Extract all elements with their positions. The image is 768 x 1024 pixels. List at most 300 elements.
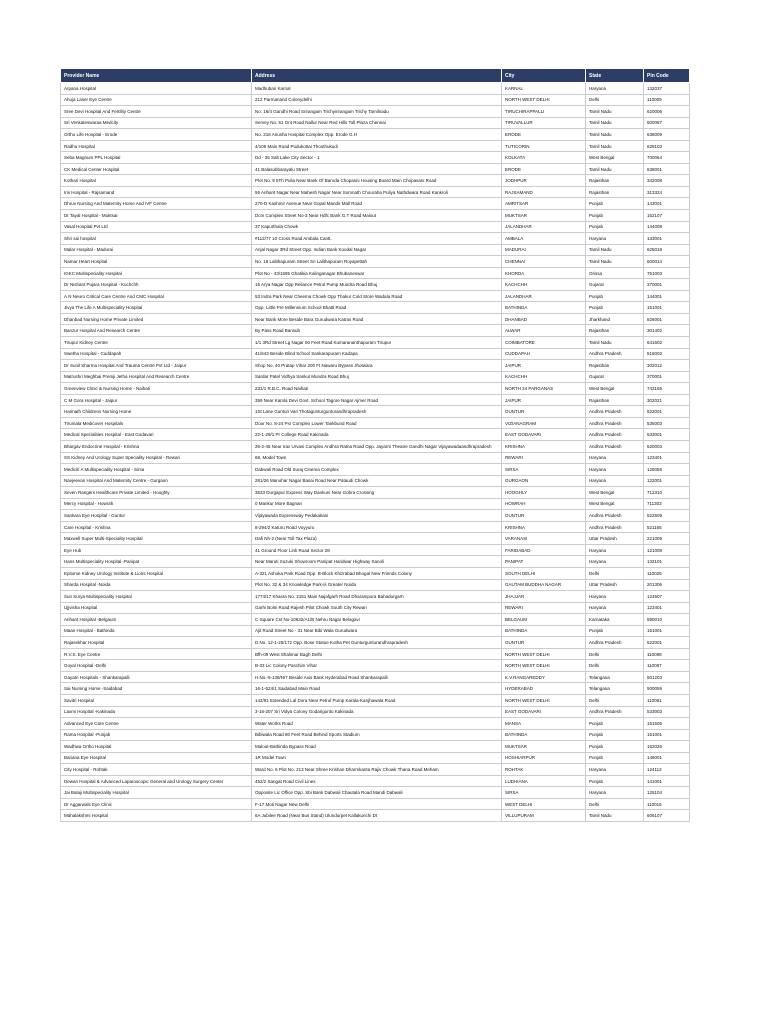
cell-state: Delhi [586, 94, 644, 106]
table-row[interactable] [61, 648, 690, 660]
table-row[interactable] [61, 325, 690, 337]
cell-provider-name: Seven Rangers Healthcare Private Limited - Hooghly [61, 487, 252, 499]
table-row[interactable] [61, 752, 690, 764]
cell-pin-code: 533001 [644, 429, 690, 441]
cell-state: Andhra Pradesh [586, 510, 644, 522]
cell-city: KARNAL [502, 83, 586, 95]
cell-pin-code: 600014 [644, 256, 690, 268]
col-header-address[interactable]: Address [252, 69, 502, 83]
table-row[interactable] [61, 579, 690, 591]
cell-state: Andhra Pradesh [586, 429, 644, 441]
cell-state: Tamil Nadu [586, 106, 644, 118]
cell-state: Punjab [586, 210, 644, 222]
table-row[interactable] [61, 464, 690, 476]
cell-provider-name: Banzur Hospital And Research Centre [61, 325, 252, 337]
table-row[interactable] [61, 383, 690, 395]
cell-pin-code: 143001 [644, 198, 690, 210]
table-row[interactable] [61, 302, 690, 314]
cell-address: Water Works Road [252, 718, 502, 730]
cell-city: VILLUPURAM [502, 810, 586, 822]
cell-state: Tamil Nadu [586, 256, 644, 268]
provider-table [60, 68, 690, 822]
cell-provider-name: Sri Venkateswaraa Medcity [61, 117, 252, 129]
cell-pin-code: 342008 [644, 175, 690, 187]
cell-city: NORTH 24 PARGANAS [502, 383, 586, 395]
cell-pin-code: 110025 [644, 567, 690, 579]
cell-state: Haryana [586, 464, 644, 476]
cell-address: 6A Jubilee Road (Near Bus Stand) Ulundurpet Kallakurichi Dt [252, 810, 502, 822]
cell-state: Jharkhand [586, 313, 644, 325]
cell-state: Delhi [586, 694, 644, 706]
cell-provider-name: Bariana Eye Hospital [61, 752, 252, 764]
cell-city: JAIPUR [502, 394, 586, 406]
cell-state: Delhi [586, 648, 644, 660]
cell-city: JHAJJAR [502, 591, 586, 603]
cell-city: TUTICORIN [502, 140, 586, 152]
cell-address: 3533 Durgapur Express Way Dankuni Near Gobra Crossing [252, 487, 502, 499]
cell-address: 231/1 R.B.C. Road Naihati [252, 383, 502, 395]
table-row[interactable] [61, 556, 690, 568]
cell-address: No. 216 Anusha Hospital Complex Opp. Erode G.H [252, 129, 502, 141]
cell-state: Tamil Nadu [586, 140, 644, 152]
cell-city: TIRUVALLUR [502, 117, 586, 129]
cell-pin-code: 600067 [644, 117, 690, 129]
cell-state: Rajasthan [586, 360, 644, 372]
cell-pin-code: 123401 [644, 452, 690, 464]
cell-pin-code: 151001 [644, 302, 690, 314]
cell-pin-code: 110081 [644, 694, 690, 706]
cell-city: MANSA [502, 718, 586, 730]
cell-provider-name: City Hospital - Rohtak [61, 764, 252, 776]
table-row[interactable] [61, 279, 690, 291]
cell-address: Plot No. 32 & 34 Knowledge Park-Iii Greater Noida [252, 579, 502, 591]
table-row[interactable] [61, 602, 690, 614]
cell-pin-code: 620006 [644, 106, 690, 118]
cell-provider-name: Mahalakshmi Hospital [61, 810, 252, 822]
cell-state: Uttar Pradesh [586, 533, 644, 545]
cell-address: 1/1 3Rd Street Lg Nagar 60 Feet Road Kumarananthapuram Tirupur [252, 337, 502, 349]
cell-pin-code: 313324 [644, 186, 690, 198]
cell-provider-name: Arpana Hospital [61, 83, 252, 95]
cell-pin-code: 700064 [644, 152, 690, 164]
cell-address: Ward No. 6 Plot No. 213 Near Shree Krishan Dharmkanta Rajiv Chowk Thana Road Meham [252, 764, 502, 776]
cell-state: Punjab [586, 718, 644, 730]
cell-address: 142/91 Extended Lal Dora Near Petrol Pump Karala-Kanjhawala Road [252, 694, 502, 706]
table-row[interactable] [61, 671, 690, 683]
cell-address: Sardar Patel Vidhya Sankul Mundra Road Bhuj [252, 371, 502, 383]
cell-city: GUNTUR [502, 510, 586, 522]
cell-pin-code: 301402 [644, 325, 690, 337]
cell-address: 8-294/2 Katuru Road Vuyyuru [252, 521, 502, 533]
cell-pin-code: 133001 [644, 233, 690, 245]
col-header-provider-name[interactable]: Provider Name [61, 69, 252, 83]
cell-provider-name: Sai Nursing Home -Saidabad [61, 683, 252, 695]
table-row[interactable] [61, 787, 690, 799]
table-row[interactable] [61, 394, 690, 406]
table-row[interactable] [61, 625, 690, 637]
table-row[interactable] [61, 175, 690, 187]
cell-pin-code: 151001 [644, 625, 690, 637]
table-row[interactable] [61, 290, 690, 302]
cell-city: CUDDAPAH [502, 348, 586, 360]
cell-state: West Bengal [586, 152, 644, 164]
cell-provider-name: Sun Surya Multispeciality Hospital [61, 591, 252, 603]
cell-pin-code: 522001 [644, 637, 690, 649]
cell-provider-name: Rajasekhar Hospital [61, 637, 252, 649]
cell-address: 1St Lane Gunturi Vari Thotagunturgunturandhrapradesh [252, 406, 502, 418]
cell-pin-code: 302021 [644, 394, 690, 406]
cell-state: Delhi [586, 567, 644, 579]
cell-pin-code: 122001 [644, 475, 690, 487]
cell-provider-name: Dr Sunil Sharma Hospital And Trauma Centre Pvt Ltd - Jaipur [61, 360, 252, 372]
table-row[interactable] [61, 533, 690, 545]
cell-provider-name: Vasal Hospital Pvt Ltd [61, 221, 252, 233]
table-row[interactable] [61, 313, 690, 325]
cell-provider-name: Sree Devi Hospital And Fertility Centre [61, 106, 252, 118]
table-row[interactable] [61, 94, 690, 106]
cell-provider-name: Rama Hospital -Punjab [61, 729, 252, 741]
cell-provider-name: Radhu Hospital [61, 140, 252, 152]
cell-city: GAUTAM BUDDHA NAGAR [502, 579, 586, 591]
table-row[interactable] [61, 591, 690, 603]
cell-city: REWARI [502, 452, 586, 464]
table-row[interactable] [61, 163, 690, 175]
col-header-pin-code[interactable]: Pin Code [644, 69, 690, 83]
cell-provider-name: Dr Nishant Pujara Hospital - Kuchchh [61, 279, 252, 291]
cell-city: KOLKATA [502, 152, 586, 164]
cell-address: 1774/17 Khasra No. 2151 Main Najafgarh Road Dharampura Bahadurgarh [252, 591, 502, 603]
cell-state: Tamil Nadu [586, 810, 644, 822]
table-row[interactable] [61, 140, 690, 152]
cell-provider-name: Dhruv Nursing And Maternity Home And IVF Centre [61, 198, 252, 210]
cell-provider-name: Navjeevan Hospital And Maternity Centre - Gurgaon [61, 475, 252, 487]
table-row[interactable] [61, 429, 690, 441]
cell-pin-code: 712310 [644, 487, 690, 499]
cell-state: Haryana [586, 764, 644, 776]
table-row[interactable] [61, 337, 690, 349]
table-row[interactable] [61, 521, 690, 533]
cell-provider-name: Namar Heart Hospital [61, 256, 252, 268]
table-row[interactable] [61, 244, 690, 256]
cell-provider-name: Shri sai hospital [61, 233, 252, 245]
cell-city: HYDERABAD [502, 683, 586, 695]
cell-city: KHORDA [502, 267, 586, 279]
cell-pin-code: 520003 [644, 440, 690, 452]
table-row[interactable] [61, 198, 690, 210]
cell-provider-name: Mercy Hospital - Howrah [61, 498, 252, 510]
cell-city: HOWRAH [502, 498, 586, 510]
cell-state: Andhra Pradesh [586, 706, 644, 718]
cell-state: Tamil Nadu [586, 337, 644, 349]
cell-city: KACHCHH [502, 371, 586, 383]
cell-state: Andhra Pradesh [586, 348, 644, 360]
cell-provider-name: Maxwell Super Multi-Speciality Hospital [61, 533, 252, 545]
table-row[interactable] [61, 360, 690, 372]
table-row[interactable] [61, 683, 690, 695]
cell-state: Rajasthan [586, 325, 644, 337]
cell-state: Delhi [586, 798, 644, 810]
cell-state: Tamil Nadu [586, 163, 644, 175]
cell-address: Madhuban Karnal [252, 83, 502, 95]
cell-pin-code: 144001 [644, 290, 690, 302]
cell-pin-code: 132101 [644, 556, 690, 568]
cell-city: JAIPUR [502, 360, 586, 372]
cell-state: West Bengal [586, 383, 644, 395]
cell-city: TIRUCHIRAPPALLI [502, 106, 586, 118]
cell-pin-code: 144008 [644, 221, 690, 233]
cell-pin-code: 125055 [644, 464, 690, 476]
cell-address: No. 16/4 Gandhi Road Srirangam Trichyirirangam Trichy Tamilnadu [252, 106, 502, 118]
cell-address: Dcm Complex Street No-3 Near Hdfc Bank G.T Road Malout [252, 210, 502, 222]
cell-provider-name: Dr Tayal Hospital - Muktsar [61, 210, 252, 222]
cell-pin-code: 121008 [644, 544, 690, 556]
cell-city: EAST GODAVARI [502, 706, 586, 718]
cell-city: NORTH WEST DELHI [502, 660, 586, 672]
table-row[interactable] [61, 417, 690, 429]
cell-state: Orissa [586, 267, 644, 279]
cell-state: Haryana [586, 591, 644, 603]
cell-pin-code: 124507 [644, 591, 690, 603]
table-row[interactable] [61, 544, 690, 556]
cell-city: NORTH WEST DELHI [502, 694, 586, 706]
cell-provider-name: Medical Specialities Hospital - East Godavari [61, 429, 252, 441]
cell-pin-code: 711303 [644, 498, 690, 510]
cell-city: BATHINDA [502, 729, 586, 741]
cell-city: BATHINDA [502, 302, 586, 314]
table-row[interactable] [61, 233, 690, 245]
cell-city: SIRSA [502, 464, 586, 476]
table-row[interactable] [61, 452, 690, 464]
cell-city: ERODE [502, 163, 586, 175]
cell-state: Tamil Nadu [586, 129, 644, 141]
cell-pin-code: 522509 [644, 510, 690, 522]
cell-provider-name: Goyal Hospital -Delhi [61, 660, 252, 672]
cell-address: B-33 Lic Colony Paschim Vihar [252, 660, 502, 672]
table-row[interactable] [61, 83, 690, 95]
cell-state: Punjab [586, 625, 644, 637]
col-header-city[interactable]: City [502, 69, 586, 83]
table-row[interactable] [61, 267, 690, 279]
table-row[interactable] [61, 256, 690, 268]
table-row[interactable] [61, 694, 690, 706]
col-header-state[interactable]: State [586, 69, 644, 83]
cell-address: 41 Balasubbarayalu Street [252, 163, 502, 175]
cell-provider-name: Dr Aggarwals Eye Clinic [61, 798, 252, 810]
table-row[interactable] [61, 741, 690, 753]
table-row[interactable] [61, 221, 690, 233]
table-row[interactable] [61, 406, 690, 418]
cell-provider-name: Ahuja Laser Eye Centre [61, 94, 252, 106]
table-row[interactable] [61, 798, 690, 810]
cell-pin-code: 151505 [644, 718, 690, 730]
cell-pin-code: 522001 [644, 406, 690, 418]
cell-state: Haryana [586, 556, 644, 568]
cell-provider-name: Savitri Hospital [61, 694, 252, 706]
cell-state: West Bengal [586, 498, 644, 510]
cell-provider-name: Wadhwa Ortho Hospital [61, 741, 252, 753]
cell-provider-name: Maan Hospital - Bathinda [61, 625, 252, 637]
cell-city: GURGAON [502, 475, 586, 487]
cell-address: 3-16-207 Sri Vidya Colony Godariguntu Kakinada [252, 706, 502, 718]
cell-address: Opp. Little Pre Millennium School Bhatti Road [252, 302, 502, 314]
cell-pin-code: 533003 [644, 706, 690, 718]
table-row[interactable] [61, 348, 690, 360]
cell-address: A-321 Ashoka Park Road Opp. B-Block Khizrabad Bhogal New Friends Colony [252, 567, 502, 579]
cell-provider-name: Epitome Kidney Urology Institute & Lions Hospital [61, 567, 252, 579]
cell-address: 41 Ground Floor Link Road Sector 28 [252, 544, 502, 556]
cell-provider-name: Sankara Eye Hospital - Guntur [61, 510, 252, 522]
cell-provider-name: R.V.S. Eye Centre [61, 648, 252, 660]
cell-provider-name: Iris Hospital - Rajsamand [61, 186, 252, 198]
cell-city: JODHPUR [502, 175, 586, 187]
cell-pin-code: 826001 [644, 313, 690, 325]
cell-city: MADURAI [502, 244, 586, 256]
cell-state: Andhra Pradesh [586, 417, 644, 429]
cell-address: 212 Parmanand Colonydelhi [252, 94, 502, 106]
cell-address: Shop No. 40 Pratap Vihar 200 Ft Nawaru Bypass Jhotwara [252, 360, 502, 372]
cell-provider-name: Matrushri Meghbai Premji Jetha Hospital And Research Centre [61, 371, 252, 383]
cell-pin-code: 302012 [644, 360, 690, 372]
cell-address: Dd - 35 Salt Lake City Sector - 1 [252, 152, 502, 164]
cell-city: FARIDABAD [502, 544, 586, 556]
cell-city: ALWAR [502, 325, 586, 337]
cell-address: Door No. 8-24 Psr Complex Lower Tankbund Road [252, 417, 502, 429]
table-row[interactable] [61, 775, 690, 787]
cell-state: Karnataka [586, 614, 644, 626]
cell-provider-name: Gayatri Hospitals - Shankarapalli [61, 671, 252, 683]
cell-state: Punjab [586, 302, 644, 314]
cell-address: #112/77 10 Cross Road Ambala Cantt. [252, 233, 502, 245]
cell-state: Tamil Nadu [586, 117, 644, 129]
cell-state: Andhra Pradesh [586, 637, 644, 649]
cell-provider-name: Medicití A Multispeciality Hospital - Sirsa [61, 464, 252, 476]
cell-pin-code: 110088 [644, 648, 690, 660]
cell-pin-code: 638009 [644, 129, 690, 141]
cell-provider-name: Arihant Hospital -Belgaum [61, 614, 252, 626]
cell-city: PANIPAT [502, 556, 586, 568]
table-body [61, 83, 690, 822]
table-row[interactable] [61, 487, 690, 499]
cell-state: Haryana [586, 233, 644, 245]
cell-address: Bfh-09 West Shalimar Bagh Delhi [252, 648, 502, 660]
cell-address: D.No. 12-1-25/172 Opp. Bose Statue Kotha Pet Gunturgunturandhrapradesh [252, 637, 502, 649]
cell-city: WEST DELHI [502, 798, 586, 810]
cell-address: Ajit Road Street No - 31 Near Bibi Wala Gurudwara [252, 625, 502, 637]
cell-city: AMRITSAR [502, 198, 586, 210]
cell-state: Punjab [586, 729, 644, 741]
cell-pin-code: 370001 [644, 279, 690, 291]
cell-address: H.No.-5-139/N/7 Beside Axis Bank Hyderabad Road Shankarapalli [252, 671, 502, 683]
cell-address: 452/2 Sangat Road Civil Lines [252, 775, 502, 787]
cell-provider-name: Hans Multispeciality Hospital -Panipat [61, 556, 252, 568]
cell-state: West Bengal [586, 487, 644, 499]
table-row[interactable] [61, 637, 690, 649]
cell-city: VIZIANAGRAM [502, 417, 586, 429]
table-row[interactable] [61, 210, 690, 222]
cell-pin-code: 110009 [644, 94, 690, 106]
table-row[interactable] [61, 764, 690, 776]
cell-state: Haryana [586, 544, 644, 556]
cell-pin-code: 124112 [644, 764, 690, 776]
provider-table-sheet [60, 68, 689, 822]
cell-state: Delhi [586, 660, 644, 672]
cell-city: GUNTUR [502, 406, 586, 418]
cell-provider-name: IGKC Multispeciality Hospital [61, 267, 252, 279]
cell-provider-name: C M Gora Hospital - Jaipur [61, 394, 252, 406]
cell-address: 15 Arya Nagar Opp Reliance Petrol Pump Mundra Road Bhuj [252, 279, 502, 291]
table-row[interactable] [61, 498, 690, 510]
cell-provider-name: Malar Hospital - Madurai [61, 244, 252, 256]
table-row[interactable] [61, 567, 690, 579]
cell-provider-name: Ortho Life Hospital - Erode [61, 129, 252, 141]
cell-provider-name: A.N Neuro Critical Care Centre And CMC Hospital [61, 290, 252, 302]
cell-state: Haryana [586, 475, 644, 487]
table-row[interactable] [61, 117, 690, 129]
cell-pin-code: 606107 [644, 810, 690, 822]
cell-state: Rajasthan [586, 186, 644, 198]
cell-city: HOOGHLY [502, 487, 586, 499]
cell-state: Rajasthan [586, 394, 644, 406]
cell-state: Uttar Pradesh [586, 579, 644, 591]
table-row[interactable] [61, 440, 690, 452]
cell-city: ERODE [502, 129, 586, 141]
cell-address: No. 18 Lalithapuram Street Sri Lalithapuram Royapettah [252, 256, 502, 268]
cell-provider-name: Eye Hub [61, 544, 252, 556]
cell-city: HOSHIARPUR [502, 752, 586, 764]
cell-pin-code: 132037 [644, 83, 690, 95]
cell-city: DHANBAD [502, 313, 586, 325]
cell-address: 4/105 Main Road Pudukottai Thoothukudi [252, 140, 502, 152]
cell-city: NORTH WEST DELHI [502, 648, 586, 660]
table-row[interactable] [61, 186, 690, 198]
cell-city: JALANDHAR [502, 221, 586, 233]
table-row[interactable] [61, 106, 690, 118]
table-row[interactable] [61, 706, 690, 718]
cell-pin-code: 110015 [644, 798, 690, 810]
cell-pin-code: 110087 [644, 660, 690, 672]
table-row[interactable] [61, 475, 690, 487]
cell-pin-code: 638001 [644, 163, 690, 175]
cell-address: Near Maruti Suzuki Showroom Panipat Haridwar Highway Sanoli [252, 556, 502, 568]
cell-address: Bibiwala Road 80 Feet Road Behind Sports Stadium [252, 729, 502, 741]
table-row[interactable] [61, 660, 690, 672]
cell-address: 16-1-524/1 Saidabad Main Road [252, 683, 502, 695]
cell-provider-name: Swetha Hospital - Cuddapah [61, 348, 252, 360]
cell-state: Punjab [586, 221, 644, 233]
table-row[interactable] [61, 129, 690, 141]
table-row[interactable] [61, 614, 690, 626]
cell-city: KACHCHH [502, 279, 586, 291]
table-row[interactable] [61, 729, 690, 741]
table-row[interactable] [61, 152, 690, 164]
cell-address: Malout-Bathinda Bypass Road [252, 741, 502, 753]
cell-city: LUDHIANA [502, 775, 586, 787]
cell-pin-code: 125104 [644, 787, 690, 799]
cell-address: 270-D Kashmir Avenue Near Gopal Mandir Mall Road [252, 198, 502, 210]
cell-city: SOUTH DELHI [502, 567, 586, 579]
cell-provider-name: Care Hospital - Krishna [61, 521, 252, 533]
table-row[interactable] [61, 810, 690, 822]
cell-state: Rajasthan [586, 175, 644, 187]
cell-address: C-Square Cst No-10632/A1/B Nehru Nagar Belagavi [252, 614, 502, 626]
cell-provider-name: Seba Magnum PPL Hospital [61, 152, 252, 164]
table-row[interactable] [61, 371, 690, 383]
table-row[interactable] [61, 510, 690, 522]
cell-pin-code: 625018 [644, 244, 690, 256]
cell-city: GUNTUR [502, 637, 586, 649]
table-row[interactable] [61, 718, 690, 730]
cell-city: ROHTAK [502, 764, 586, 776]
